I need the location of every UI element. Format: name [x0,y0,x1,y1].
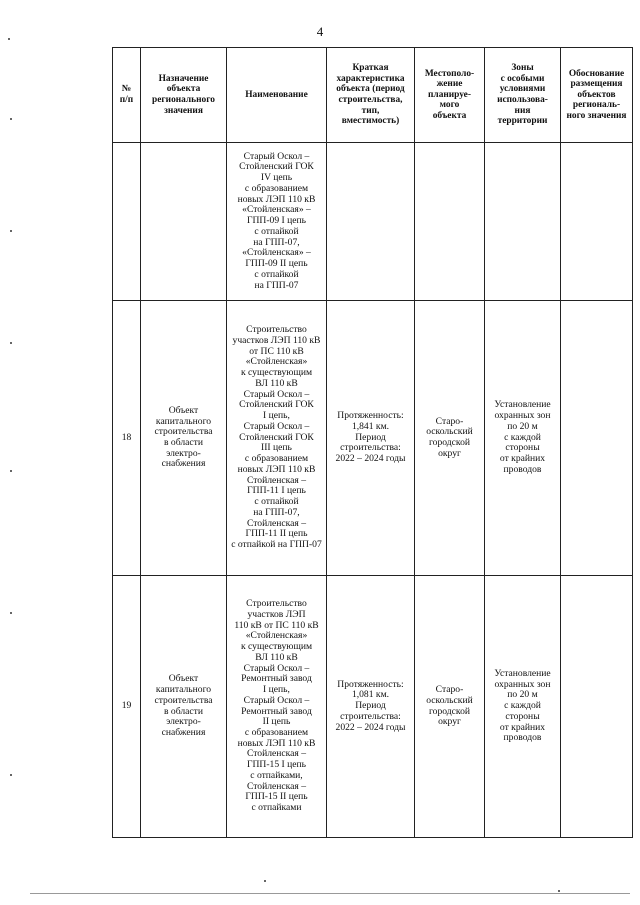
cell-characteristics [327,143,415,301]
text-line: к существующим [240,367,313,379]
header-justification [561,48,633,143]
text-line: ГПП-11 II цепь [245,528,308,540]
scan-speck [558,890,560,892]
text-line: с отпайками [251,802,302,814]
text-line: вместимость) [341,116,400,127]
regional-objects-table [112,47,633,838]
text-line: 2022 – 2024 годы [335,453,406,465]
text-line: Старый Оскол – [243,662,310,674]
cell-number [113,143,141,301]
text-line: от крайних [499,453,546,465]
text-line: Старый Оскол – [243,388,310,400]
text-line: городской [428,705,471,717]
text-line: размещения [570,79,623,90]
text-line: строительства [154,694,213,706]
header-location [415,48,485,143]
text-line: II цепь [262,716,291,728]
text-line: 2022 – 2024 годы [335,721,406,733]
text-line: ГПП-15 II цепь [245,791,308,803]
page-number: 4 [316,24,324,39]
scan-bottom-rule [30,893,630,894]
text-line: Стойленская – [246,748,307,760]
text-line: к существующим [240,641,313,653]
text-line: новых ЛЭП 110 кВ [237,193,316,205]
text-line: Старый Оскол – [243,694,310,706]
cell-location [415,301,485,576]
text-line: новых ЛЭП 110 кВ [237,737,316,749]
text-line: охранных зон [494,410,551,422]
text-line: с образованием [244,182,309,194]
text-line: «Стойленская» – [242,204,311,216]
text-line: снабжения [161,726,206,738]
text-line: Старый Оскол – [243,150,310,162]
text-line: «Стойленская» [245,356,308,368]
text-line: жение [436,79,463,90]
text-line: с отпайками, [250,769,303,781]
text-line: Старый Оскол – [243,420,310,432]
text-line: Ремонтный завод [241,705,312,717]
text-line: с особыми [500,73,545,84]
text-line: ния [514,105,531,116]
text-line: характеристика [336,73,405,84]
text-line: Период [355,700,386,712]
text-line: по 20 м [507,420,538,432]
text-line: объектов [577,89,616,100]
text-line: 1,081 км. [351,689,390,701]
cell-characteristics [327,301,415,576]
text-line: Краткая [352,63,389,74]
scan-speck [264,880,266,882]
text-line: новых ЛЭП 110 кВ [237,463,316,475]
cell-location [415,576,485,838]
cell-number: 19 [113,576,141,838]
text-line: проводов [503,463,542,475]
cell-zones [485,576,561,838]
text-line: ГПП-15 I цепь [246,759,307,771]
text-line: с отпайкой [254,496,299,508]
text-line: на ГПП-07 [254,279,299,291]
text-line: в области [164,705,203,717]
text-line: Объект [168,673,199,685]
text-line: объекта (период [336,84,405,95]
text-line: с отпайкой на ГПП-07 [231,538,322,550]
cell-number: 18 [113,301,141,576]
cell-name [227,301,327,576]
text-line: Стойленская – [246,517,307,529]
text-line: Объект [168,404,199,416]
scan-speck [10,230,12,232]
text-line: региональ- [572,100,621,111]
text-line: Установление [494,399,551,411]
header-number [113,48,141,143]
text-line: Установление [494,667,551,679]
text-line: с каждой [504,431,541,443]
text-line: стороны [505,442,540,454]
text-line: Стойленский ГОК [239,399,314,411]
header-name [227,48,327,143]
text-line: оскольский [426,426,473,438]
text-line: Стойленская – [246,474,307,486]
text-line: мого [439,100,460,111]
cell-zones [485,301,561,576]
text-line: снабжения [161,458,206,470]
text-line: использова- [497,95,548,105]
text-line: условиями [499,84,546,95]
text-line: ного значения [566,110,627,121]
header-purpose [141,48,227,143]
text-line: Зоны [511,63,534,74]
text-line: охранных зон [494,678,551,690]
text-line: Назначение [158,73,209,84]
text-line: IV цепь [260,172,293,184]
text-line: Наименование [245,89,308,100]
text-line: Стойленский ГОК [239,431,314,443]
text-line: ГПП-09 I цепь [246,215,307,227]
text-line: планируе- [428,89,471,100]
text-line: округ [438,716,461,728]
text-line: с отпайкой [254,225,299,237]
text-line: по 20 м [507,689,538,701]
text-line: Ремонтный завод [241,673,312,685]
text-line: проводов [503,732,542,744]
text-line: капитального [155,415,212,427]
text-line: Период [355,431,386,443]
cell-purpose [141,301,227,576]
text-line: ВЛ 110 кВ [255,377,298,389]
text-line: стороны [505,710,540,722]
text-line: капитального [155,684,212,696]
text-line: оскольский [426,694,473,706]
text-line: участков ЛЭП [247,608,306,620]
table-row [113,301,633,576]
text-line: объекта [432,110,467,121]
table-row [113,576,633,838]
text-line: с отпайкой [254,268,299,280]
text-line: Протяженность: [337,678,404,690]
text-line: строительства [154,426,213,438]
cell-purpose [141,143,227,301]
text-line: 110 кВ от ПС 110 кВ [234,619,319,631]
scan-speck [8,38,10,40]
text-line: строительства: [340,710,401,722]
text-line: Протяженность: [337,410,404,422]
text-line: электро- [166,716,201,728]
text-line: «Стойленская» – [242,247,311,259]
text-line: «Стойленская» [245,630,308,642]
text-line: на ГПП-07, [253,506,300,518]
cell-name [227,143,327,301]
text-line: строительства, [338,95,403,105]
text-line: с каждой [504,700,541,712]
text-line: на ГПП-07, [253,236,300,248]
text-line: Строительство [246,324,307,336]
cell-zones [485,143,561,301]
text-line: ВЛ 110 кВ [255,651,298,663]
cell-justification [561,301,633,576]
text-line: с образованием [244,726,309,738]
text-line: Старо- [435,684,464,696]
text-line: Обоснование [568,68,625,79]
text-line: тип, [361,105,380,116]
text-line: № [121,84,132,95]
text-line: Местополо- [424,68,475,79]
text-line: объекта [166,84,201,95]
text-line: от ПС 110 кВ [249,345,304,357]
cell-location [415,143,485,301]
scan-speck [10,470,12,472]
text-line: Старо- [435,415,464,427]
text-line: с образованием [244,453,309,465]
text-line: в области [164,437,203,448]
cell-purpose [141,576,227,838]
text-line: Стойленский ГОК [239,161,314,173]
scan-speck [10,342,12,344]
text-line: III цепь [261,442,292,454]
text-line: территории [497,116,548,127]
cell-justification [561,143,633,301]
text-line: значения [164,105,203,116]
scan-speck [10,774,12,776]
table-row [113,143,633,301]
text-line: Строительство [246,598,307,610]
scan-speck [10,118,12,120]
table-header-row [113,48,633,143]
text-line: I цепь, [263,684,290,696]
header-characteristics [327,48,415,143]
cell-justification [561,576,633,838]
text-line: участков ЛЭП 110 кВ [232,335,321,347]
text-line: электро- [166,447,201,459]
text-line: регионального [152,95,215,105]
text-line: ГПП-11 I цепь [247,485,306,497]
text-line: Стойленская – [246,780,307,792]
scan-speck [10,612,12,614]
text-line: I цепь, [263,410,290,422]
text-line: от крайних [499,721,546,733]
text-line: 1,841 км. [351,420,390,432]
header-zones [485,48,561,143]
cell-characteristics [327,576,415,838]
text-line: п/п [119,95,134,105]
text-line: округ [438,447,461,459]
text-line: городской [428,437,471,448]
cell-name [227,576,327,838]
text-line: ГПП-09 II цепь [245,258,308,270]
text-line: строительства: [340,442,401,454]
